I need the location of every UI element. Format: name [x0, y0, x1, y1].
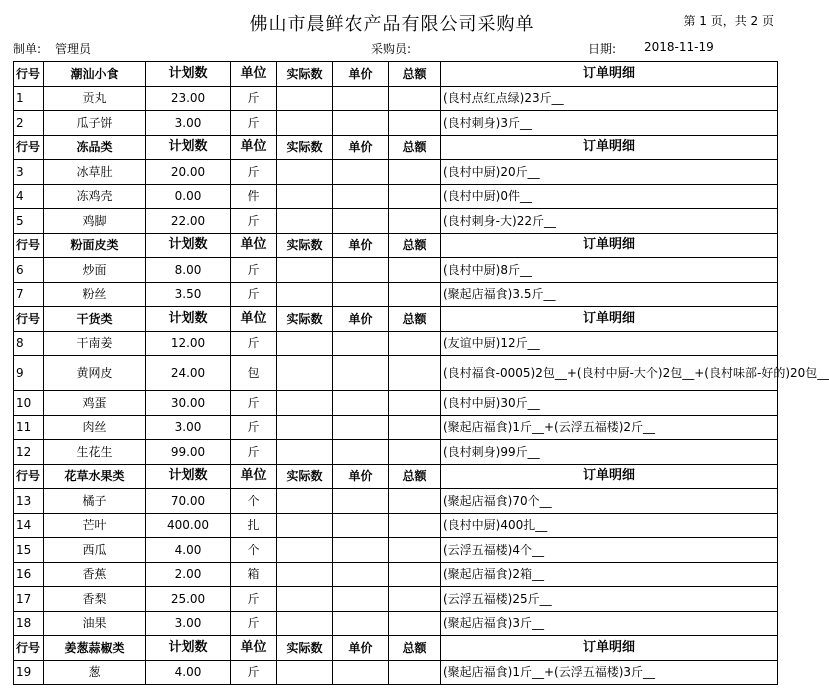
plan-qty: 3.00 — [146, 111, 231, 136]
total — [389, 440, 441, 465]
table-row — [14, 440, 778, 465]
table-row — [14, 184, 778, 209]
plan-qty: 400.00 — [146, 513, 231, 538]
header-detail: 订单明细 — [441, 464, 778, 489]
unit: 斤 — [231, 111, 277, 136]
order-detail: (良村中厨)30斤__ — [441, 391, 778, 416]
header-total: 总额 — [389, 135, 441, 160]
actual-qty — [277, 538, 333, 563]
item-name: 鸡蛋 — [44, 391, 146, 416]
order-detail: (聚起店福食)3斤__ — [441, 611, 778, 636]
price — [333, 258, 389, 283]
table-row — [14, 513, 778, 538]
total — [389, 160, 441, 185]
unit: 箱 — [231, 562, 277, 587]
header-detail: 订单明细 — [441, 307, 778, 332]
header-unit: 单位 — [231, 62, 277, 87]
price — [333, 184, 389, 209]
actual-qty — [277, 611, 333, 636]
order-detail: (良村中厨)400扎__ — [441, 513, 778, 538]
header-row-no: 行号 — [14, 135, 44, 160]
table-row — [14, 611, 778, 636]
total — [389, 86, 441, 111]
document-title: 佛山市晨鲜农产品有限公司采购单 — [249, 14, 535, 35]
total — [389, 331, 441, 356]
actual-qty — [277, 513, 333, 538]
header-price: 单价 — [333, 135, 389, 160]
header-detail: 订单明细 — [441, 62, 778, 87]
actual-qty — [277, 282, 333, 307]
header-unit: 单位 — [231, 307, 277, 332]
plan-qty: 25.00 — [146, 587, 231, 612]
row-number: 3 — [14, 160, 44, 185]
price — [333, 562, 389, 587]
plan-qty: 20.00 — [146, 160, 231, 185]
row-number: 16 — [14, 562, 44, 587]
header-row-no: 行号 — [14, 62, 44, 87]
unit: 斤 — [231, 258, 277, 283]
plan-qty: 24.00 — [146, 356, 231, 391]
header-plan-qty: 计划数 — [146, 636, 231, 661]
price — [333, 111, 389, 136]
table-row — [14, 258, 778, 283]
header-price: 单价 — [333, 636, 389, 661]
item-name: 瓜子饼 — [44, 111, 146, 136]
item-name: 粉丝 — [44, 282, 146, 307]
plan-qty: 70.00 — [146, 489, 231, 514]
row-number: 11 — [14, 415, 44, 440]
table-row — [14, 562, 778, 587]
order-detail: (聚起店福食)1斤__+(云浮五福楼)2斤__ — [441, 415, 778, 440]
price — [333, 538, 389, 563]
row-number: 7 — [14, 282, 44, 307]
plan-qty: 99.00 — [146, 440, 231, 465]
date-value: 2018-11-19 — [644, 40, 714, 54]
header-plan-qty: 计划数 — [146, 464, 231, 489]
price — [333, 391, 389, 416]
item-name: 西瓜 — [44, 538, 146, 563]
total — [389, 660, 441, 685]
header-category: 冻品类 — [44, 135, 146, 160]
actual-qty — [277, 415, 333, 440]
order-detail: (良村刺身)3斤__ — [441, 111, 778, 136]
actual-qty — [277, 587, 333, 612]
row-number: 6 — [14, 258, 44, 283]
header-total: 总额 — [389, 233, 441, 258]
row-number: 13 — [14, 489, 44, 514]
header-detail: 订单明细 — [441, 636, 778, 661]
item-name: 香蕉 — [44, 562, 146, 587]
buyer-label: 采购员: — [371, 42, 412, 56]
row-number: 2 — [14, 111, 44, 136]
actual-qty — [277, 562, 333, 587]
plan-qty: 3.50 — [146, 282, 231, 307]
row-number: 14 — [14, 513, 44, 538]
price — [333, 440, 389, 465]
item-name: 芒叶 — [44, 513, 146, 538]
unit: 斤 — [231, 282, 277, 307]
total — [389, 587, 441, 612]
actual-qty — [277, 391, 333, 416]
plan-qty: 0.00 — [146, 184, 231, 209]
header-unit: 单位 — [231, 464, 277, 489]
header-unit: 单位 — [231, 135, 277, 160]
order-detail: (良村刺身-大)22斤__ — [441, 209, 778, 234]
item-name: 橘子 — [44, 489, 146, 514]
table-row — [14, 331, 778, 356]
item-name: 贡丸 — [44, 86, 146, 111]
item-name: 冰草肚 — [44, 160, 146, 185]
category-header-row — [14, 636, 778, 661]
order-detail: (良村中厨)20斤__ — [441, 160, 778, 185]
header-plan-qty: 计划数 — [146, 62, 231, 87]
row-number: 10 — [14, 391, 44, 416]
actual-qty — [277, 331, 333, 356]
header-plan-qty: 计划数 — [146, 233, 231, 258]
header-price: 单价 — [333, 233, 389, 258]
maker-label: 制单: — [13, 42, 42, 56]
unit: 斤 — [231, 415, 277, 440]
header-actual-qty: 实际数 — [277, 464, 333, 489]
header-actual-qty: 实际数 — [277, 307, 333, 332]
price — [333, 513, 389, 538]
item-name: 炒面 — [44, 258, 146, 283]
plan-qty: 3.00 — [146, 415, 231, 440]
total — [389, 415, 441, 440]
row-number: 18 — [14, 611, 44, 636]
total — [389, 209, 441, 234]
header-unit: 单位 — [231, 233, 277, 258]
header-category: 粉面皮类 — [44, 233, 146, 258]
table-row — [14, 356, 778, 391]
total — [389, 184, 441, 209]
item-name: 油果 — [44, 611, 146, 636]
price — [333, 331, 389, 356]
table-row — [14, 209, 778, 234]
total — [389, 391, 441, 416]
row-number: 15 — [14, 538, 44, 563]
table-row — [14, 86, 778, 111]
item-name: 鸡脚 — [44, 209, 146, 234]
row-number: 1 — [14, 86, 44, 111]
actual-qty — [277, 489, 333, 514]
header-category: 干货类 — [44, 307, 146, 332]
actual-qty — [277, 258, 333, 283]
header-detail: 订单明细 — [441, 233, 778, 258]
actual-qty — [277, 86, 333, 111]
plan-qty: 30.00 — [146, 391, 231, 416]
category-header-row — [14, 62, 778, 87]
header-price: 单价 — [333, 464, 389, 489]
row-number: 19 — [14, 660, 44, 685]
order-detail: (云浮五福楼)4个__ — [441, 538, 778, 563]
item-name: 生花生 — [44, 440, 146, 465]
plan-qty: 8.00 — [146, 258, 231, 283]
plan-qty: 22.00 — [146, 209, 231, 234]
actual-qty — [277, 184, 333, 209]
actual-qty — [277, 356, 333, 391]
total — [389, 513, 441, 538]
header-unit: 单位 — [231, 636, 277, 661]
price — [333, 660, 389, 685]
total — [389, 489, 441, 514]
actual-qty — [277, 660, 333, 685]
order-detail: (聚起店福食)2箱__ — [441, 562, 778, 587]
header-actual-qty: 实际数 — [277, 135, 333, 160]
price — [333, 611, 389, 636]
total — [389, 356, 441, 391]
item-name: 葱 — [44, 660, 146, 685]
price — [333, 209, 389, 234]
total — [389, 538, 441, 563]
table-row — [14, 538, 778, 563]
item-name: 黄网皮 — [44, 356, 146, 391]
order-detail: (友谊中厨)12斤__ — [441, 331, 778, 356]
total — [389, 562, 441, 587]
plan-qty: 12.00 — [146, 331, 231, 356]
table-row — [14, 489, 778, 514]
order-detail: (良村中厨)8斤__ — [441, 258, 778, 283]
plan-qty: 2.00 — [146, 562, 231, 587]
plan-qty: 23.00 — [146, 86, 231, 111]
unit: 斤 — [231, 160, 277, 185]
header-row-no: 行号 — [14, 464, 44, 489]
row-number: 12 — [14, 440, 44, 465]
total — [389, 611, 441, 636]
unit: 包 — [231, 356, 277, 391]
header-category: 潮汕小食 — [44, 62, 146, 87]
unit: 斤 — [231, 587, 277, 612]
header-actual-qty: 实际数 — [277, 233, 333, 258]
unit: 件 — [231, 184, 277, 209]
price — [333, 282, 389, 307]
row-number: 4 — [14, 184, 44, 209]
row-number: 17 — [14, 587, 44, 612]
unit: 扎 — [231, 513, 277, 538]
price — [333, 160, 389, 185]
purchase-table — [13, 61, 829, 685]
header-actual-qty: 实际数 — [277, 62, 333, 87]
maker-value: 管理员 — [55, 42, 92, 56]
unit: 个 — [231, 538, 277, 563]
order-detail: (聚起店福食)1斤__+(云浮五福楼)3斤__ — [441, 660, 778, 685]
price — [333, 86, 389, 111]
row-number: 9 — [14, 356, 44, 391]
unit: 斤 — [231, 660, 277, 685]
item-name: 肉丝 — [44, 415, 146, 440]
table-row — [14, 587, 778, 612]
category-header-row — [14, 464, 778, 489]
category-header-row — [14, 307, 778, 332]
header-row-no: 行号 — [14, 636, 44, 661]
table-row — [14, 111, 778, 136]
category-header-row — [14, 233, 778, 258]
unit: 斤 — [231, 391, 277, 416]
item-name: 干南姜 — [44, 331, 146, 356]
unit: 斤 — [231, 209, 277, 234]
order-detail: (聚起店福食)3.5斤__ — [441, 282, 778, 307]
header-total: 总额 — [389, 62, 441, 87]
order-detail: (良村刺身)99斤__ — [441, 440, 778, 465]
unit: 斤 — [231, 86, 277, 111]
category-header-row — [14, 135, 778, 160]
unit: 斤 — [231, 611, 277, 636]
price — [333, 489, 389, 514]
table-row — [14, 415, 778, 440]
table-row — [14, 391, 778, 416]
order-detail: (良村福食-0005)2包__+(良村中厨-大个)2包__+(良村味部-好的)20包__ — [441, 356, 778, 391]
header-category: 花草水果类 — [44, 464, 146, 489]
actual-qty — [277, 440, 333, 465]
header-row-no: 行号 — [14, 307, 44, 332]
header-price: 单价 — [333, 62, 389, 87]
plan-qty: 4.00 — [146, 660, 231, 685]
header-plan-qty: 计划数 — [146, 135, 231, 160]
order-detail: (良村点红点绿)23斤__ — [441, 86, 778, 111]
row-number: 8 — [14, 331, 44, 356]
item-name: 冻鸡壳 — [44, 184, 146, 209]
total — [389, 258, 441, 283]
total — [389, 111, 441, 136]
price — [333, 587, 389, 612]
unit: 斤 — [231, 331, 277, 356]
header-plan-qty: 计划数 — [146, 307, 231, 332]
row-number: 5 — [14, 209, 44, 234]
header-category: 姜葱蒜椒类 — [44, 636, 146, 661]
actual-qty — [277, 160, 333, 185]
actual-qty — [277, 209, 333, 234]
unit: 个 — [231, 489, 277, 514]
table-row — [14, 282, 778, 307]
header-total: 总额 — [389, 307, 441, 332]
table-row — [14, 160, 778, 185]
header-actual-qty: 实际数 — [277, 636, 333, 661]
header-detail: 订单明细 — [441, 135, 778, 160]
unit: 斤 — [231, 440, 277, 465]
item-name: 香梨 — [44, 587, 146, 612]
header-total: 总额 — [389, 464, 441, 489]
price — [333, 356, 389, 391]
table-row — [14, 660, 778, 685]
date-label: 日期: — [588, 42, 617, 56]
order-detail: (云浮五福楼)25斤__ — [441, 587, 778, 612]
actual-qty — [277, 111, 333, 136]
header-row-no: 行号 — [14, 233, 44, 258]
order-detail: (良村中厨)0件__ — [441, 184, 778, 209]
page-info: 第 1 页，共 2 页 — [683, 14, 774, 28]
plan-qty: 3.00 — [146, 611, 231, 636]
total — [389, 282, 441, 307]
price — [333, 415, 389, 440]
header-total: 总额 — [389, 636, 441, 661]
header-price: 单价 — [333, 307, 389, 332]
order-detail: (聚起店福食)70个__ — [441, 489, 778, 514]
plan-qty: 4.00 — [146, 538, 231, 563]
